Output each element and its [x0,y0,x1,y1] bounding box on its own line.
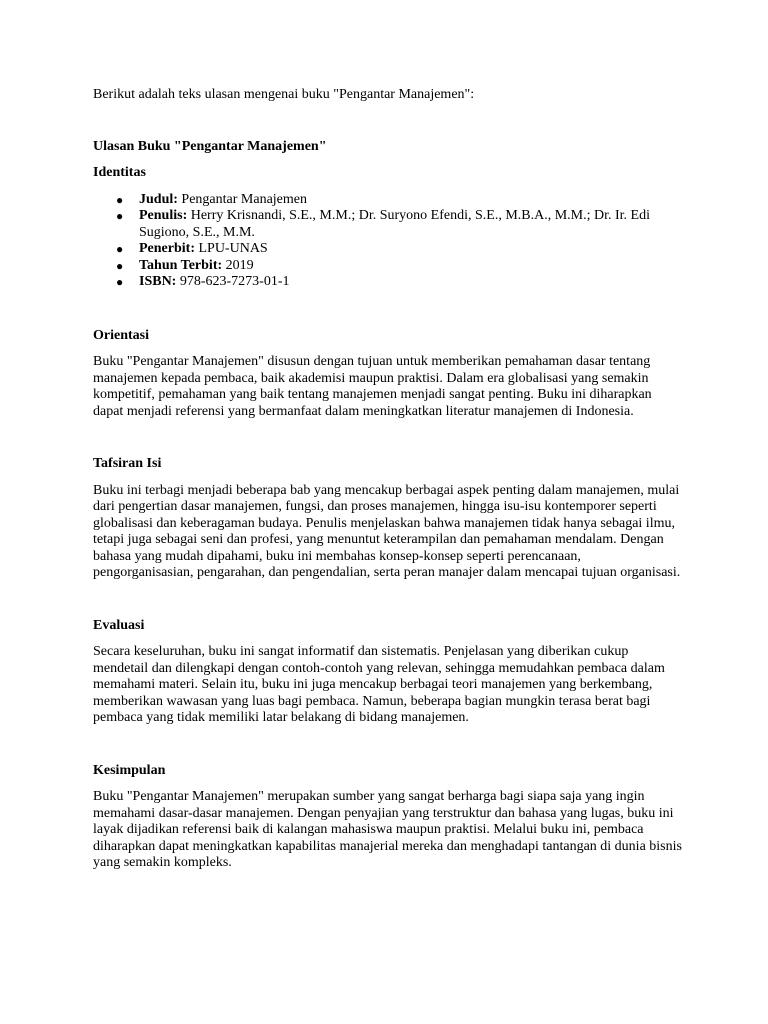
orientasi-paragraph: Buku "Pengantar Manajemen" disusun dengan tujuan untuk memberikan pemahaman dasar tentang manajemen kepada pembaca, baik akademisi maupun praktisi. Dalam era globalisasi yang semakin kompetitif, pemahaman yang baik tentang manajemen menjadi sangat penting. Buku ini diharapkan dapat menjadi referensi yang bermanfaat dalam meningkatkan literatur manajemen di Indonesia. [93,354,652,419]
identity-label: Penulis: [139,208,188,223]
bullet-icon: ● [116,192,124,207]
bullet-icon: ● [116,258,124,273]
identity-heading: Identitas [93,165,146,180]
identity-item-isbn [116,274,683,291]
evaluasi-paragraph: Secara keseluruhan, buku ini sangat informatif dan sistematis. Penjelasan yang diberikan cukup mendetail dan dilengkapi dengan contoh-contoh yang relevan, sehingga memudahkan pembaca dalam memahami materi. Selain itu, buku ini juga mencakup berbagai teori manajemen yang berkembang, memberikan wawasan yang luas bagi pembaca. Namun, beberapa bagian mungkin terasa berat bagi pembaca yang tidak memiliki latar belakang di bidang manajemen. [93,644,665,725]
evaluasi-heading: Evaluasi [93,617,145,633]
bullet-icon: ● [116,209,124,223]
identity-value: Herry Krisnandi, S.E., M.M.; Dr. Suryono Efendi, S.E., M.B.A., M.M.; Dr. Ir. Edi Sugiono, S.E., M.M. [139,208,650,240]
identity-value: LPU-UNAS [198,241,268,256]
intro-text: Berikut adalah teks ulasan mengenai buku "Pengantar Manajemen": [93,87,475,102]
identity-label: Tahun Terbit: [139,257,223,273]
identity-item-tahun-terbit [116,257,683,275]
kesimpulan-paragraph: Buku "Pengantar Manajemen" merupakan sumber yang sangat berharga bagi siapa saja yang ingin memahami dasar-dasar manajemen. Dengan penyajian yang terstruktur dan bahasa yang lugas, buku ini layak dijadikan referensi baik di kalangan mahasiswa maupun praktisi. Melalui buku ini, pembaca diharapkan dapat meningkatkan kapabilitas manajerial mereka dan menghadapi tantangan di dunia bisnis yang semakin kompleks. [93,789,682,870]
identity-label: Judul: [139,191,178,207]
identity-item-penerbit [116,241,683,258]
review-title: Ulasan Buku "Pengantar Manajemen" [93,138,327,154]
identity-item-judul [116,191,683,209]
tafsiran-heading: Tafsiran Isi [93,456,162,471]
identity-label: ISBN: [139,274,177,289]
identity-list [93,192,683,291]
kesimpulan-heading: Kesimpulan [93,762,166,778]
bullet-icon: ● [116,242,124,256]
identity-label: Penerbit: [139,241,195,256]
identity-item-penulis [116,208,683,241]
identity-value: Pengantar Manajemen [181,191,307,207]
identity-value: 978-623-7273-01-1 [179,274,290,289]
bullet-icon: ● [116,275,124,289]
tafsiran-paragraph: Buku ini terbagi menjadi beberapa bab yang mencakup berbagai aspek penting dalam manajemen, mulai dari pengertian dasar manajemen, fungsi, dan proses manajemen, hingga isu-isu kontemporer seperti globalisasi dan keberagaman budaya. Penulis menjelaskan bahwa manajemen tidak hanya sebagai ilmu, tetapi juga sebagai seni dan profesi, yang menuntut keterampilan dan pemahaman mendalam. Dengan bahasa yang mudah dipahami, buku ini membahas konsep-konsep seperti perencanaan, pengorganisasian, pengarahan, dan pengendalian, serta peran manajer dalam mencapai tujuan organisasi. [93,482,681,580]
orientasi-heading: Orientasi [93,327,149,343]
identity-value: 2019 [225,257,254,273]
document-page [93,87,683,872]
